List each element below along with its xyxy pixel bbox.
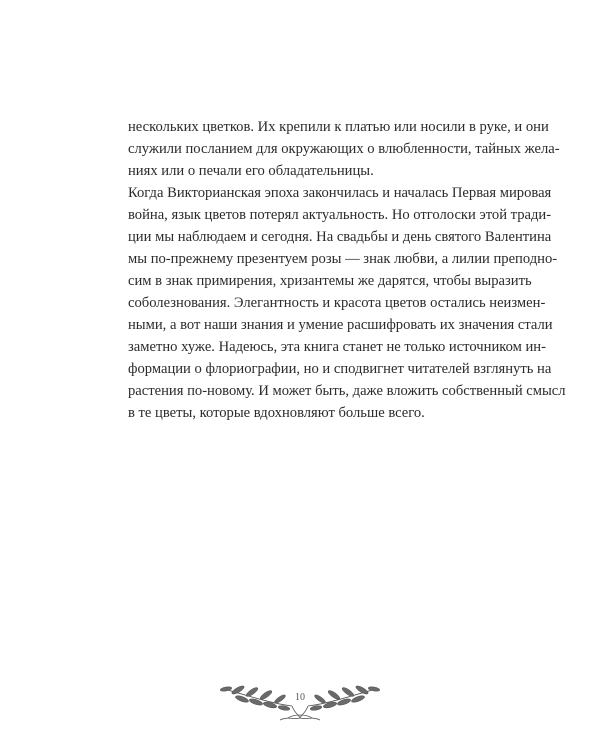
text-line: растения по-новому. И может быть, даже вложить собственный смысл <box>128 383 566 399</box>
text-line: формации о флориографии, но и сподвигнет читателей взглянуть на <box>128 361 552 377</box>
text-line: Когда Викторианская эпоха закончилась и началась Первая мировая <box>128 185 552 201</box>
text-line: сим в знак примирения, хризантемы же дарятся, чтобы выразить <box>128 273 532 289</box>
paragraph-1 <box>128 116 560 182</box>
paragraph-2 <box>128 182 566 424</box>
text-line: заметно хуже. Надеюсь, эта книга станет не только источником ин- <box>128 339 546 355</box>
text-line: ными, а вот наши знания и умение расшифровать их значения стали <box>128 317 553 333</box>
text-line: ниях или о печали его обладательницы. <box>128 163 374 179</box>
text-line: служили посланием для окружающих о влюбленности, тайных жела- <box>128 141 560 157</box>
page-number: 10 <box>295 692 305 703</box>
text-line: мы по-прежнему презентуем розы — знак любви, а лилии преподно- <box>128 251 558 267</box>
text-line: ции мы наблюдаем и сегодня. На свадьбы и день святого Валентина <box>128 229 552 245</box>
text-line: в те цветы, которые вдохновляют больше всего. <box>128 405 425 421</box>
text-line: нескольких цветков. Их крепили к платью или носили в руке, и они <box>128 119 549 135</box>
laurel-branches-ornament-icon <box>200 680 400 730</box>
text-line: война, язык цветов потерял актуальность. Но отголоски этой тради- <box>128 207 552 223</box>
page-footer <box>200 680 400 730</box>
text-line: соболезнования. Элегантность и красота цветов остались неизмен- <box>128 295 546 311</box>
